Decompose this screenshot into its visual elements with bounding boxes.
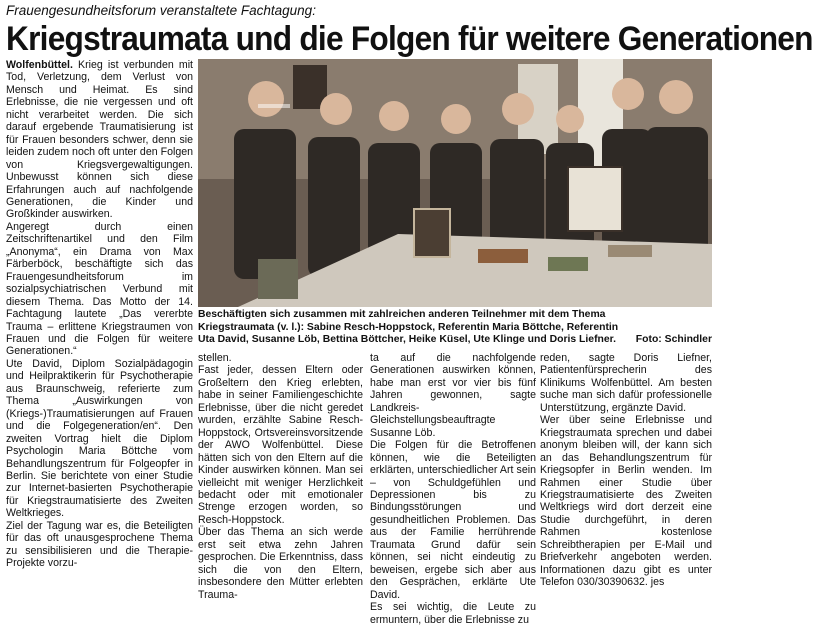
article-column-3: ta auf die nachfolgende Generationen auswirken können, habe man erst vor vier bis fünf Jahren gewonnen, sagte Landkreis-Gleichstellungsbeauftragte Susanne Löb. Die Folgen für die Betroffenen können, wie die Beteiligten erklärten, unterschiedlicher Art sein – von Schuldgefühlen und Depressionen bis zu Bindungsstörungen und gesundheitlichen Problemen. Das aus der Familie herrührende Traumata Grund dafür sein können, sei nicht eindeutig zu beweisen, ergebe sich aber aus den Gesprächen, erklärte Ute David. Es sei wichtig, die Leute zu ermuntern, über die Erlebnisse zu [370,352,536,626]
column-1-text: Krieg ist verbunden mit Tod, Verletzung, dem Verlust von Mensch und Heimat. Es sind Erlebnisse, die nie vergessen und oft nicht verarbeitet werden. Die sich darauf ergebende Traumatisierung ist für Frauen besonders schwer, denn sie leiden zudem noch oft unter den Folgen von Kriegsvergewaltigungen. Unbewusst können sich diese Erfahrungen auch auf nachfolgende Generationen, die Kinder und Großkinder auswirken. Angeregt durch einen Zeitschriftenartikel und den Film „Anonyma“, ein Drama von Max Färberböck, beschäftigte sich das Frauengesundheitsforum im sozialpsychiatrischen Verbund mit diesem Thema. Das Motto der 14. Fachtagung lautete „Das vererbte Trauma – erlittene Kriegstraumen von Frauen und die Folgen für weitere Generationen.“ Ute David, Diplom Sozialpädagogin und Heilpraktikerin für Psychotherapie aus Braunschweig, referierte zum Thema „Auswirkungen von (Kriegs-)Traumatisierungen auf Frauen und die Folgegeneration/en“. Den zweiten Vortrag hielt die Diplom Psychologin Maria Böttche vom Behandlungszentrum für Folgeopfer in Berlin. Sie berichtete von einer Studie zur Internet-basierten Psychotherapie für Kriegstraumatisierte des Zweiten Weltkrieges. Ziel der Tagung war es, die Beteiligten für das oft unausgesprochene Thema zu sensibilisieren und die Therapie-Projekte vorzu- [6,59,193,570]
dateline: Wolfenbüttel. [6,59,73,71]
group-photo-illustration [198,59,712,307]
article-column-4: reden, sagte Doris Liefner, Patientenfürsprecherin des Klinikums Wolfenbüttel. Am besten suche man sich dafür professionelle Unterstützung, ergänzte David. Wer über seine Erlebnisse und Kriegstraumata sprechen und dabei anonym bleiben will, der kann sich an das Behandlungszentrum für Kriegsopfer in Berlin wenden. Im Rahmen einer Studie über Kriegstraumatisierte des Zweiten Weltkriegs wird dort derzeit eine Studie durchgeführt, in deren Rahmen kostenlose Schreibtherapien per E-Mail und Briefverkehr angeboten werden. Informationen dazu gibt es unter Telefon 030/30390632. jes [540,352,712,589]
group-photo [198,59,712,307]
photo-credit: Foto: Schindler [635,334,712,346]
caption-text: Beschäftigten sich zusammen mit zahlreichen anderen Teilnehmer mit dem Thema Kriegstraumata (v. l.): Sabine Resch-Hoppstock, Referentin Maria Böttche, Referentin Uta David, Susanne Löb, Bettina Böttcher, Heike Küsel, Ute Klinge und Doris Liefner. [198,309,619,346]
article-kicker: Frauengesundheitsforum veranstaltete Fachtagung: [6,3,316,18]
photo-caption [198,309,712,347]
article-column-1 [6,59,193,599]
article-column-2: stellen. Fast jeder, dessen Eltern oder Großeltern den Krieg erlebten, habe in seiner Familiengeschichte Erlebnisse, über die nicht geredet wurden, erzählte Sabine Resch-Hoppstock, Ortsvereinsvorsitzende der AWO Wolfenbüttel. Diese hätten sich von den Eltern auf die Kinder auswirken können. Man sei vielleicht mit weniger Herzlichkeit bedacht oder mit emotionaler Strenge erzogen worden, so Resch-Hoppstock. Über das Thema an sich werde erst seit etwa zehn Jahren gesprochen. Die Erkenntniss, dass sich die von den Eltern, insbesondere den Mütter erlebten Trauma- [198,352,363,601]
article-headline: Kriegstraumata und die Folgen für weitere Generationen [6,20,813,58]
